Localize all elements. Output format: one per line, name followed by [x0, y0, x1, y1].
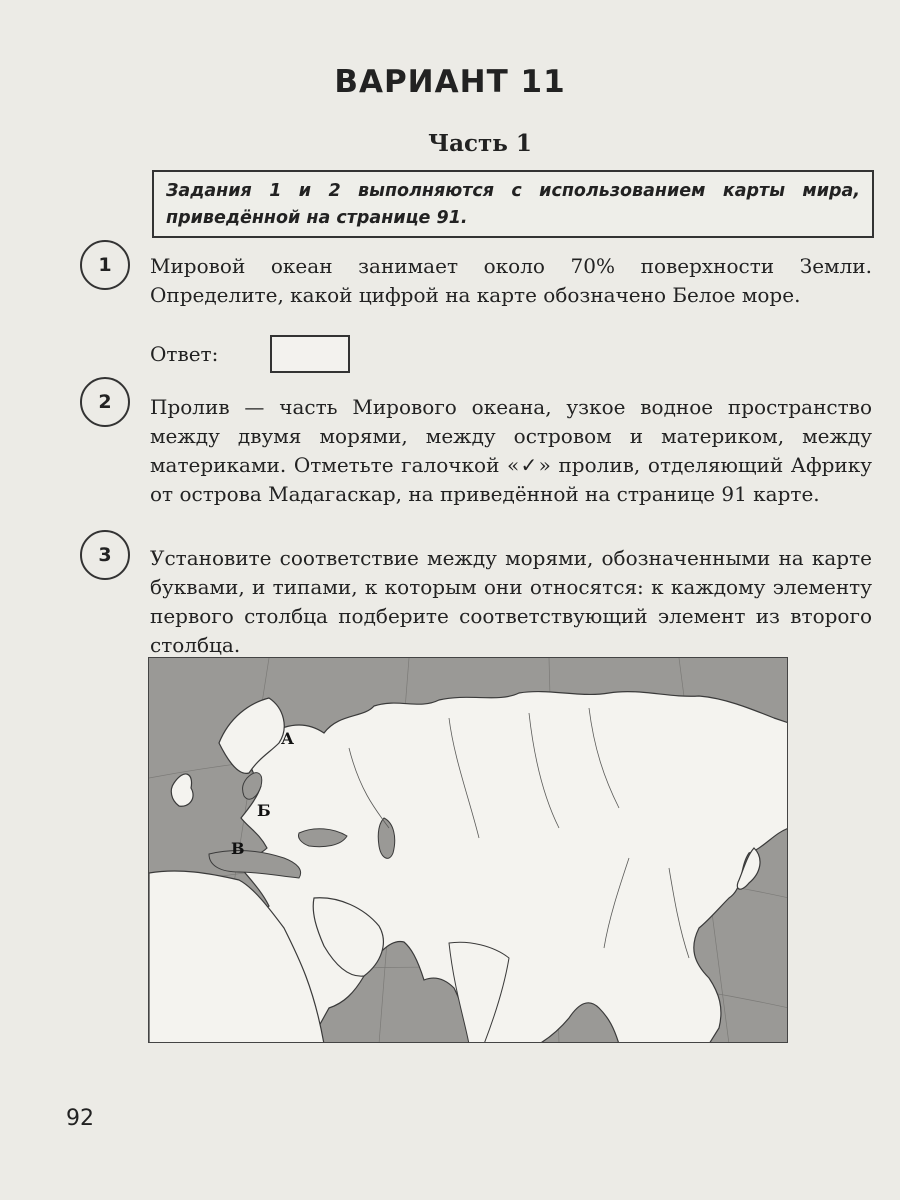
map-label-b: Б — [257, 801, 271, 820]
great-britain — [171, 774, 193, 806]
question-2-text: Пролив — часть Мирового океана, узкое водное пространство между двумя морями, между островом и материком, между материками. Отметьте галочкой «✓» пролив, отделяющий Африку от острова Мадагаскар, на приведённой на странице 91 карте. — [150, 395, 872, 506]
map-drawing — [149, 658, 788, 1043]
map-label-a: А — [281, 729, 295, 748]
question-3-text: Установите соответствие между морями, обозначенными на карте буквами, и типами, к которым они относятся: к каждому элементу первого столбца подберите соответствующий элемент из второго столбца. — [150, 546, 872, 657]
question-number-1: 1 — [80, 240, 130, 290]
answer-label: Ответ: — [150, 342, 219, 366]
question-1-text: Мировой океан занимает около 70% поверхности Земли. Определите, какой цифрой на карте обозначено Белое море. — [150, 254, 872, 307]
answer-input-box[interactable] — [270, 335, 350, 373]
question-number-3: 3 — [80, 530, 130, 580]
map-label-v: В — [231, 839, 245, 858]
page-number: 92 — [66, 1106, 94, 1131]
question-number-2: 2 — [80, 377, 130, 427]
instruction-note: Задания 1 и 2 выполняются с использованием карты мира, приведённой на странице 91. — [152, 170, 874, 238]
variant-title: ВАРИАНТ 11 — [334, 64, 566, 100]
eurasia-map — [148, 657, 788, 1043]
part-heading: Часть 1 — [428, 130, 532, 157]
